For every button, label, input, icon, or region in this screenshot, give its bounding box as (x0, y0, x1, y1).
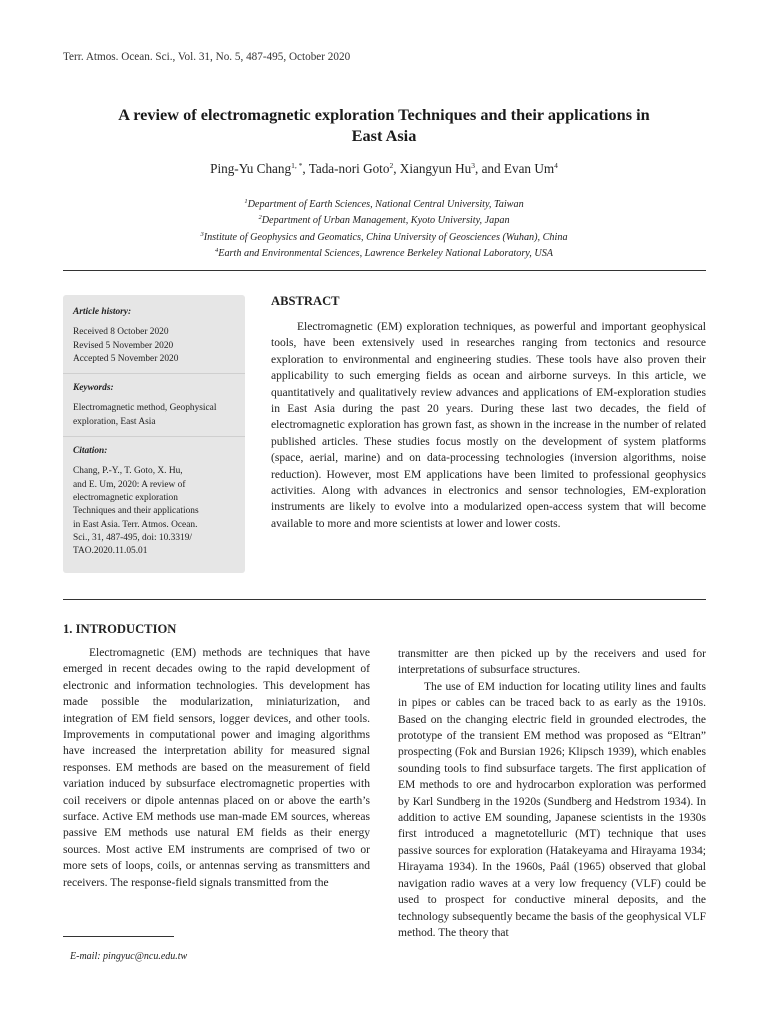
intro-paragraph: Electromagnetic (EM) methods are techniques that have emerged in recent decades owing to the rapid development of electronic and information technologies. This development has made possible the modularization, miniaturization, and integration of EM field sensors, logger devices, and other tools. Improvements in computational power and imaging algorithms have increased the interpretation ability for measured signal responses. EM methods are based on the measurement of field variation induced by subsurface electromagnetic properties with coil receivers or dipole antennas placed on or above the earth’s surface. Active EM methods use man-made EM sources, whereas passive EM methods use natural EM fields as their energy sources. Most active EM instruments are comprised of two or more sets of loops, coils, or antennas serving as transmitters and receivers. The response-field signals transmitted from the (63, 647, 370, 889)
received-date: Received 8 October 2020 (73, 327, 169, 338)
info-divider (63, 436, 245, 437)
affiliation-list (70, 195, 698, 261)
affiliation (70, 195, 698, 211)
affiliation (70, 244, 698, 260)
affiliation-text: Earth and Environmental Sciences, Lawrence Berkeley National Laboratory, USA (218, 248, 554, 260)
author-affiliation-mark: 2 (389, 161, 394, 170)
keywords-block (73, 402, 235, 429)
author-list (70, 161, 698, 177)
author-affiliation-mark: 1, * (291, 161, 303, 170)
author-separator: , (393, 161, 400, 176)
affiliation-mark: 1 (244, 198, 248, 205)
author-name: Ping-Yu Chang (210, 161, 292, 176)
journal-reference: Terr. Atmos. Ocean. Sci., Vol. 31, No. 5, 487-495, October 2020 (63, 51, 351, 63)
citation-line: Techniques and their applications (73, 506, 199, 517)
revised-date: Revised 5 November 2020 (73, 340, 174, 351)
affiliation-mark: 4 (214, 247, 219, 255)
article-info-box (63, 295, 245, 573)
citation-line: electromagnetic exploration (73, 492, 178, 503)
affiliation-text: Department of Earth Sciences, National Central University, Taiwan (247, 199, 524, 210)
corresponding-email: E-mail: pingyuc@ncu.edu.tw (70, 951, 188, 962)
title-line-2: East Asia (351, 126, 417, 145)
affiliation-text: Institute of Geophysics and Geomatics, China University of Geosciences (Wuhan), China (203, 231, 568, 243)
citation-block (73, 465, 235, 558)
author-separator: , and (474, 161, 504, 176)
keywords-line: exploration, East Asia (73, 416, 156, 427)
abstract-heading: ABSTRACT (271, 294, 340, 308)
history-block (73, 326, 235, 366)
citation-heading: Citation: (73, 446, 108, 457)
affiliation-text: Department of Urban Management, Kyoto University, Japan (261, 215, 510, 227)
citation-line: Sci., 31, 487-495, doi: 10.3319/ (73, 532, 193, 543)
accepted-date: Accepted 5 November 2020 (73, 353, 179, 364)
body-column-left (63, 645, 370, 891)
abstract-divider (63, 599, 706, 600)
title-line-1: A review of electromagnetic exploration Techniques and their applications in (118, 105, 650, 124)
citation-line: TAO.2020.11.05.01 (73, 546, 148, 557)
author-name: Xiangyun Hu (399, 161, 472, 176)
abstract-text: Electromagnetic (EM) exploration techniques, as powerful and important geophysical tools, have been extensively used in researches ranging from tectonics and resource exploration to environmental and engineering studies. These tools have also proven their applicability to such emerging fields as ocean and airborne surveys. In this article, we quantitatively and qualitatively review advances and applications of EM-exploration studies in East Asia during the past 20 years. During these last two decades, the field of electromagnetic exploration has grown fast, as shown in the increase in the number of related published articles. These studies focus mostly on the development of system platforms (space, aerial, marine) and on data-processing technologies (inversion algorithms, noise reduction). However, most EM applications have been limited to professional geophysics activities. Along with advances in electronics and sensor technologies, EM-exploration instruments are likely to evolve into a modularized open-access system that will become available to more and more scientists at lower and lower costs. (271, 321, 706, 530)
info-divider (63, 373, 245, 374)
footnote-divider (63, 936, 174, 937)
affiliation-mark: 2 (258, 214, 262, 222)
author-affiliation-mark: 4 (554, 161, 558, 170)
header-divider (63, 270, 706, 271)
citation-line: and E. Um, 2020: A review of (73, 479, 186, 490)
paper-title (70, 104, 698, 146)
affiliation (70, 211, 698, 227)
keywords-heading: Keywords: (73, 383, 114, 394)
intro-paragraph: The use of EM induction for locating utility lines and faults in pipes or cables can be traced back to as early as the 1910s. Based on the changing electric field in grounded electrodes, the prototype of the transient EM method was proposed as “Eltran” prospecting (Fok and Bursian 1926; Klipsch 1939), which enables sounding tools to find subsurface targets. The first application of EM methods to ore and hydrocarbon exploration was performed by Karl Sundberg in the 1920s (Sundberg and Hedstrom 1934). In addition to active EM sounding, Japanese scientists in the 1930s first introduced a magnetotelluric (MT) technique that uses passive sources for exploration (Hatakeyama and Hirayama 1934; Hirayama 1934). In the 1960s, Paál (1965) observed that global navigation radio waves at a very low frequency (VLF) could be used to prospect for conductive mineral deposits, and the technology subsequently became the basis of the geophysical VLF method. The theory that (398, 680, 706, 939)
author-affiliation-mark: 3 (471, 161, 475, 170)
affiliation (70, 228, 698, 244)
affiliation-mark: 3 (200, 230, 204, 238)
citation-line: in East Asia. Terr. Atmos. Ocean. (73, 519, 198, 530)
intro-paragraph-continued: transmitter are then picked up by the receivers and used for interpretations of subsurface structures. (398, 648, 706, 677)
keywords-line: Electromagnetic method, Geophysical (73, 403, 217, 414)
body-column-right (398, 646, 706, 941)
history-heading: Article history: (73, 307, 132, 317)
author-name: Evan Um (503, 161, 555, 176)
author-separator: , (302, 161, 309, 176)
author-name: Tada-nori Goto (308, 161, 390, 176)
citation-line: Chang, P.-Y., T. Goto, X. Hu, (73, 466, 183, 477)
introduction-heading: 1. INTRODUCTION (63, 622, 177, 636)
